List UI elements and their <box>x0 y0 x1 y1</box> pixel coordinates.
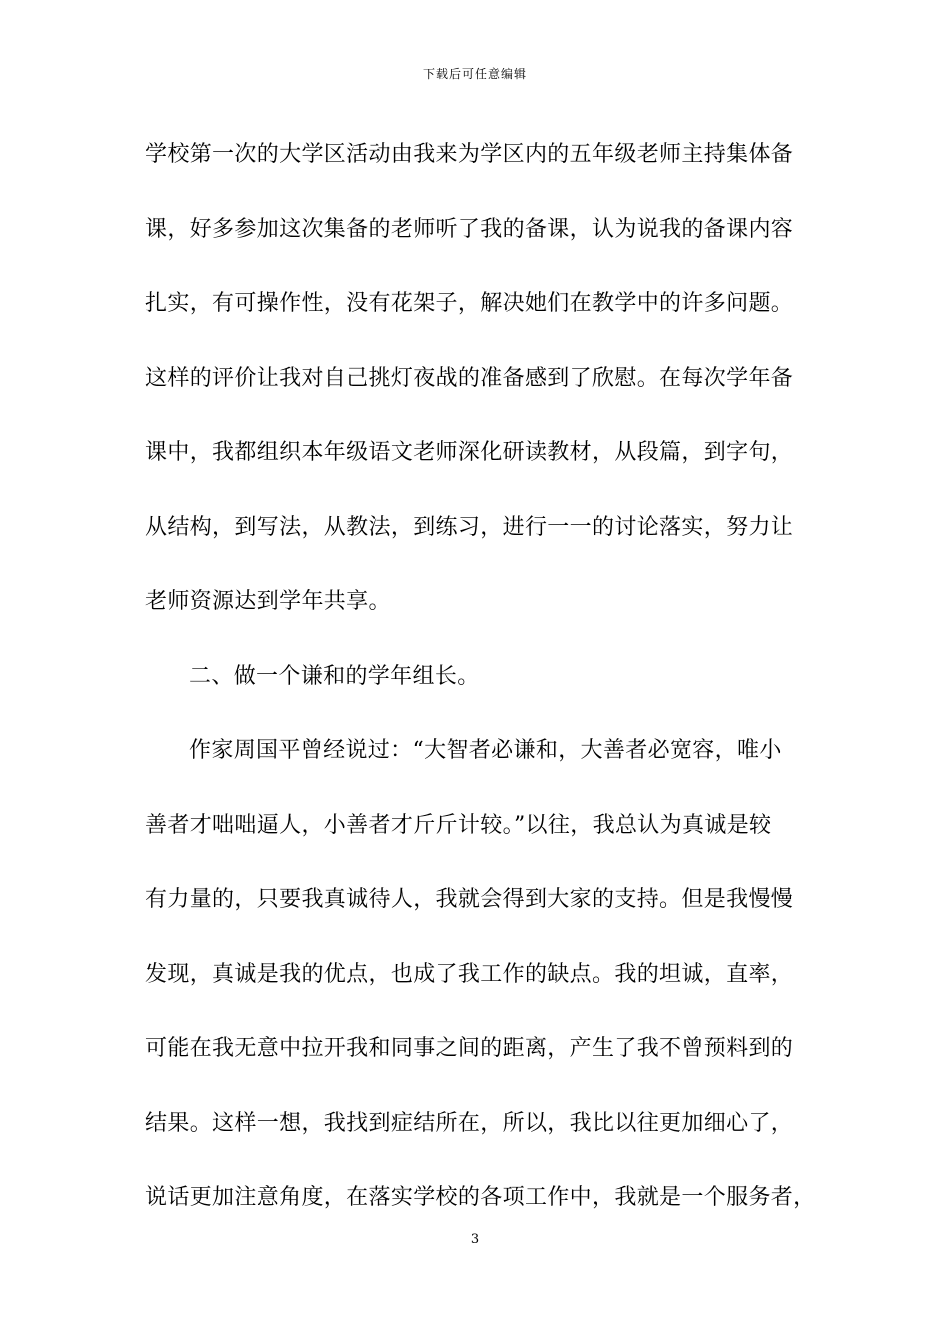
text-line: 这样的评价让我对自己挑灯夜战的准备感到了欣慰。在每次学年备 <box>145 365 794 391</box>
page-header-note: 下载后可任意编辑 <box>422 67 527 81</box>
text-line: 说话更加注意角度，在落实学校的各项工作中，我就是一个服务者， <box>145 1185 816 1210</box>
text-line: 善者才咄咄逼人，小善者才斤斤计较。”以往，我总认为真诚是较 <box>145 812 772 838</box>
text-line: 发现，真诚是我的优点，也成了我工作的缺点。我的坦诚，直率， <box>145 961 794 987</box>
text-line: 学校第一次的大学区活动由我来为学区内的五年级老师主持集体备 <box>145 142 794 167</box>
text-line: 课，好多参加这次集备的老师听了我的备课，认为说我的备课内容 <box>145 216 794 242</box>
text-line: 课中，我都组织本年级语文老师深化研读教材，从段篇，到字句， <box>145 440 794 465</box>
text-line: 有力量的，只要我真诚待人，我就会得到大家的支持。但是我慢慢 <box>145 887 794 912</box>
page-number: 3 <box>470 1232 480 1247</box>
text-line: 作家周国平曾经说过：“大智者必谦和，大善者必宽容，唯小 <box>189 738 782 763</box>
text-line: 扎实，有可操作性，没有花架子，解决她们在教学中的许多问题。 <box>145 291 794 316</box>
text-line: 可能在我无意中拉开我和同事之间的距离，产生了我不曾预料到的 <box>145 1036 794 1061</box>
section-heading: 二、做一个谦和的学年组长。 <box>189 663 480 689</box>
text-line: 老师资源达到学年共享。 <box>145 589 391 614</box>
document-body <box>145 130 825 1248</box>
text-line: 从结构，到写法，从教法，到练习，进行一一的讨论落实，努力让 <box>145 514 794 540</box>
text-line: 结果。这样一想，我找到症结所在，所以，我比以往更加细心了， <box>145 1110 794 1136</box>
